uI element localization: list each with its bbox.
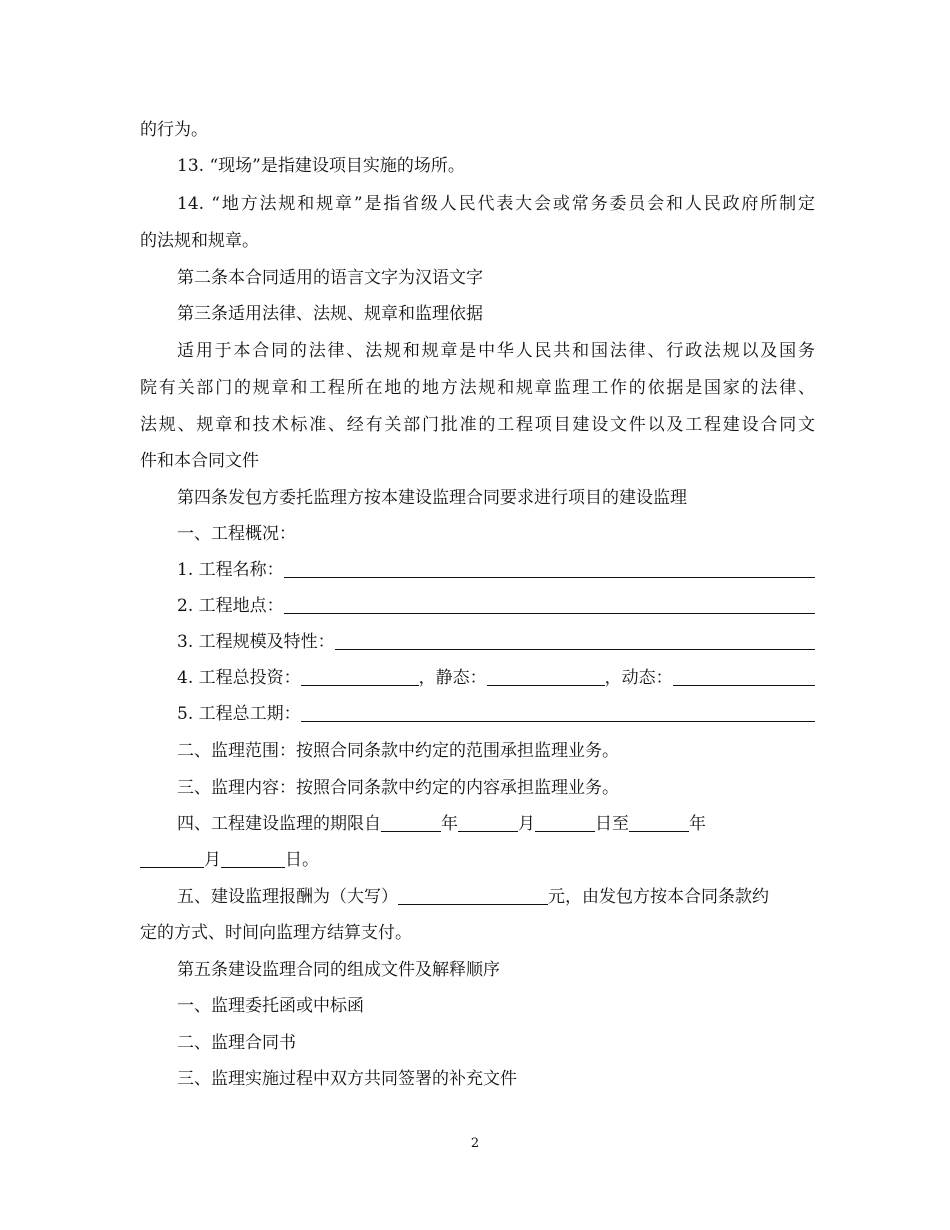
text-line: 二、监理范围：按照合同条款中约定的范围承担监理业务。 bbox=[177, 741, 619, 761]
text-line: 的行为。 bbox=[140, 120, 208, 140]
end-month-blank[interactable] bbox=[140, 850, 204, 868]
total-duration-blank[interactable] bbox=[301, 704, 815, 722]
field-label: 4. 工程总投资： bbox=[177, 668, 301, 688]
field-label: 日至 bbox=[595, 814, 629, 834]
text-line: 13. “现场”是指建设项目实施的场所。 bbox=[177, 156, 465, 176]
project-name-blank[interactable] bbox=[284, 560, 815, 578]
field-label: 年 bbox=[689, 814, 706, 834]
field-label: 五、建设监理报酬为（大写） bbox=[177, 887, 398, 907]
text-line: 件和本合同文件 bbox=[140, 451, 259, 471]
start-day-blank[interactable] bbox=[535, 814, 595, 832]
end-year-blank[interactable] bbox=[629, 814, 689, 832]
text-line: 三、监理内容：按照合同条款中约定的内容承担监理业务。 bbox=[177, 778, 619, 798]
fee-row bbox=[177, 885, 815, 909]
field-label: 年 bbox=[441, 814, 458, 834]
text-line: 的法规和规章。 bbox=[140, 231, 259, 251]
field-label: 月 bbox=[204, 850, 221, 870]
text-line: 三、监理实施过程中双方共同签署的补充文件 bbox=[177, 1069, 517, 1089]
text-line: 一、监理委托函或中标函 bbox=[177, 996, 364, 1016]
page-number: 2 bbox=[470, 1136, 480, 1151]
field-label: 3. 工程规模及特性： bbox=[177, 632, 335, 652]
project-name-row bbox=[177, 558, 815, 582]
field-label: ，静态： bbox=[418, 668, 487, 688]
supervision-period-row bbox=[177, 812, 815, 836]
article-heading: 第二条本合同适用的语言文字为汉语文字 bbox=[177, 268, 483, 288]
section-heading: 一、工程概况： bbox=[177, 524, 296, 544]
field-label: 元，由发包方按本合同条款约 bbox=[548, 887, 769, 907]
fee-amount-blank[interactable] bbox=[398, 887, 548, 905]
article-heading: 第四条发包方委托监理方按本建设监理合同要求进行项目的建设监理 bbox=[177, 488, 687, 508]
project-location-row bbox=[177, 594, 815, 618]
start-month-blank[interactable] bbox=[458, 814, 518, 832]
project-scale-blank[interactable] bbox=[335, 632, 815, 650]
project-scale-row bbox=[177, 630, 815, 654]
text-line: 定的方式、时间向监理方结算支付。 bbox=[140, 923, 412, 943]
supervision-period-row-cont bbox=[140, 848, 815, 872]
text-line: 适用于本合同的法律、法规和规章是中华人民共和国法律、行政法规以及国务 bbox=[177, 341, 815, 361]
dynamic-investment-blank[interactable] bbox=[673, 668, 815, 686]
text-line: 院有关部门的规章和工程所在地的地方法规和规章监理工作的依据是国家的法律、 bbox=[140, 378, 815, 398]
end-day-blank[interactable] bbox=[221, 850, 285, 868]
start-year-blank[interactable] bbox=[381, 814, 441, 832]
total-duration-row bbox=[177, 702, 815, 726]
field-label: ，动态： bbox=[604, 668, 673, 688]
field-label: 四、工程建设监理的期限自 bbox=[177, 814, 381, 834]
field-label: 2. 工程地点： bbox=[177, 596, 284, 616]
static-investment-blank[interactable] bbox=[487, 668, 605, 686]
text-line: 二、监理合同书 bbox=[177, 1033, 296, 1053]
text-line: 法规、规章和技术标准、经有关部门批准的工程项目建设文件以及工程建设合同文 bbox=[140, 415, 815, 435]
article-heading: 第三条适用法律、法规、规章和监理依据 bbox=[177, 304, 483, 324]
field-label: 日。 bbox=[285, 850, 319, 870]
field-label: 5. 工程总工期： bbox=[177, 704, 301, 724]
text-line: 14. “地方法规和规章”是指省级人民代表大会或常务委员会和人民政府所制定 bbox=[177, 194, 815, 214]
article-heading: 第五条建设监理合同的组成文件及解释顺序 bbox=[177, 960, 500, 980]
project-location-blank[interactable] bbox=[284, 596, 815, 614]
field-label: 1. 工程名称： bbox=[177, 560, 284, 580]
field-label: 月 bbox=[518, 814, 535, 834]
total-investment-blank[interactable] bbox=[301, 668, 419, 686]
total-investment-row bbox=[177, 666, 815, 690]
